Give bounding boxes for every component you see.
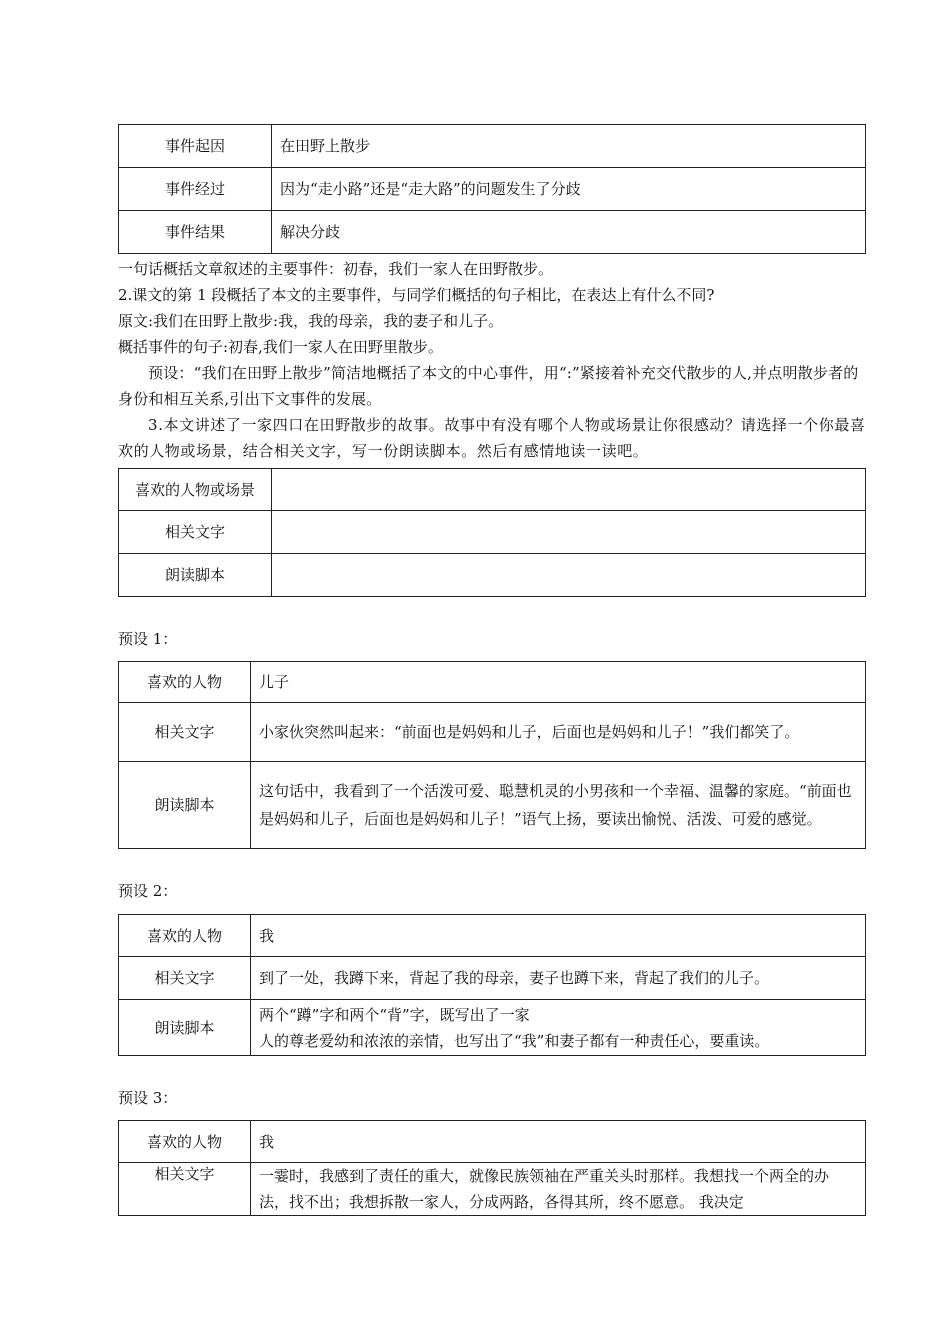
answer-cell[interactable] [272, 511, 866, 554]
row-value: 解决分歧 [272, 211, 866, 254]
table-row [119, 554, 866, 597]
row-value: 我 [251, 915, 866, 957]
table-row [119, 1000, 866, 1056]
script-line: 人的尊老爱幼和浓浓的亲情，也写出了“我”和妻子都有一种责任心，要重读。 [259, 1031, 770, 1050]
table-row [119, 703, 866, 762]
row-label: 喜欢的人物或场景 [119, 469, 272, 511]
row-label: 喜欢的人物 [119, 1121, 251, 1163]
script-line: 两个“蹲”字和两个“背”字，既写出了一家 [259, 1005, 530, 1024]
row-label: 朗读脚本 [119, 762, 251, 849]
row-label: 朗读脚本 [119, 554, 272, 597]
row-value: 在田野上散步 [272, 125, 866, 168]
row-value [251, 1000, 866, 1056]
row-label: 事件结果 [119, 211, 272, 254]
table-row [119, 957, 866, 1000]
table-row [119, 211, 866, 254]
preset-paragraph: 预设：“我们在田野上散步”简洁地概括了本文的中心事件，用“:”紧接着补充交代散步的人,并点明散步者的身份和相互关系,引出下文事件的发展。 [118, 364, 859, 408]
row-label: 朗读脚本 [119, 1000, 251, 1056]
answer-cell[interactable] [272, 469, 866, 511]
row-value: 这句话中，我看到了一个活泼可爱、聪慧机灵的小男孩和一个幸福、温馨的家庭。“前面也是妈妈和儿子，后面也是妈妈和儿子！”语气上扬，要读出愉悦、活泼、可爱的感觉。 [251, 762, 866, 849]
table-row [119, 125, 866, 168]
preset-2-table [118, 914, 866, 1056]
row-label: 相关文字 [119, 957, 251, 1000]
preset-1-table [118, 661, 866, 849]
row-label: 喜欢的人物 [119, 915, 251, 957]
reading-script-table [118, 468, 866, 597]
table-row [119, 762, 866, 849]
table-row [119, 511, 866, 554]
row-value: 因为“走小路”还是“走大路”的问题发生了分歧 [272, 168, 866, 211]
row-label: 相关文字 [119, 511, 272, 554]
row-value: 我 [251, 1121, 866, 1163]
event-table [118, 124, 866, 254]
row-value: 到了一处，我蹲下来，背起了我的母亲，妻子也蹲下来，背起了我们的儿子。 [251, 957, 866, 1000]
preset-1-caption: 预设 1： [118, 630, 178, 648]
row-label: 事件起因 [119, 125, 272, 168]
document-page [118, 124, 866, 1216]
question-2: 2.课文的第 1 段概括了本文的主要事件，与同学们概括的句子相比，在表达上有什么不同? [118, 286, 715, 304]
answer-cell[interactable] [272, 554, 866, 597]
table-row [119, 1121, 866, 1163]
table-row [119, 1163, 866, 1216]
row-label: 事件经过 [119, 168, 272, 211]
table-row [119, 662, 866, 703]
row-value: 小家伙突然叫起来：“前面也是妈妈和儿子，后面也是妈妈和儿子！”我们都笑了。 [251, 703, 866, 762]
summary-sentence: 概括事件的句子:初春,我们一家人在田野里散步。 [118, 338, 443, 356]
row-label: 相关文字 [119, 1163, 251, 1216]
preset-2-caption: 预设 2： [118, 882, 178, 900]
row-label: 相关文字 [119, 703, 251, 762]
question-3: 3.本文讲述了一家四口在田野散步的故事。故事中有没有哪个人物或场景让你很感动？请选择一个你最喜欢的人物或场景，结合相关文字，写一份朗读脚本。然后有感情地读一读吧。 [118, 416, 866, 460]
table-row [119, 469, 866, 511]
table-row [119, 168, 866, 211]
summary-text: 一句话概括文章叙述的主要事件：初春，我们一家人在田野散步。 [118, 260, 554, 278]
preset-3-caption: 预设 3： [118, 1089, 178, 1107]
original-text: 原文:我们在田野上散步:我，我的母亲，我的妻子和儿子。 [118, 312, 504, 330]
row-label: 喜欢的人物 [119, 662, 251, 703]
row-value: 一霎时，我感到了责任的重大，就像民族领袖在严重关头时那样。我想找一个两全的办法，找不出；我想拆散一家人，分成两路，各得其所，终不愿意。 我决定 [251, 1163, 866, 1216]
table-row [119, 915, 866, 957]
preset-3-table [118, 1120, 866, 1216]
row-value: 儿子 [251, 662, 866, 703]
